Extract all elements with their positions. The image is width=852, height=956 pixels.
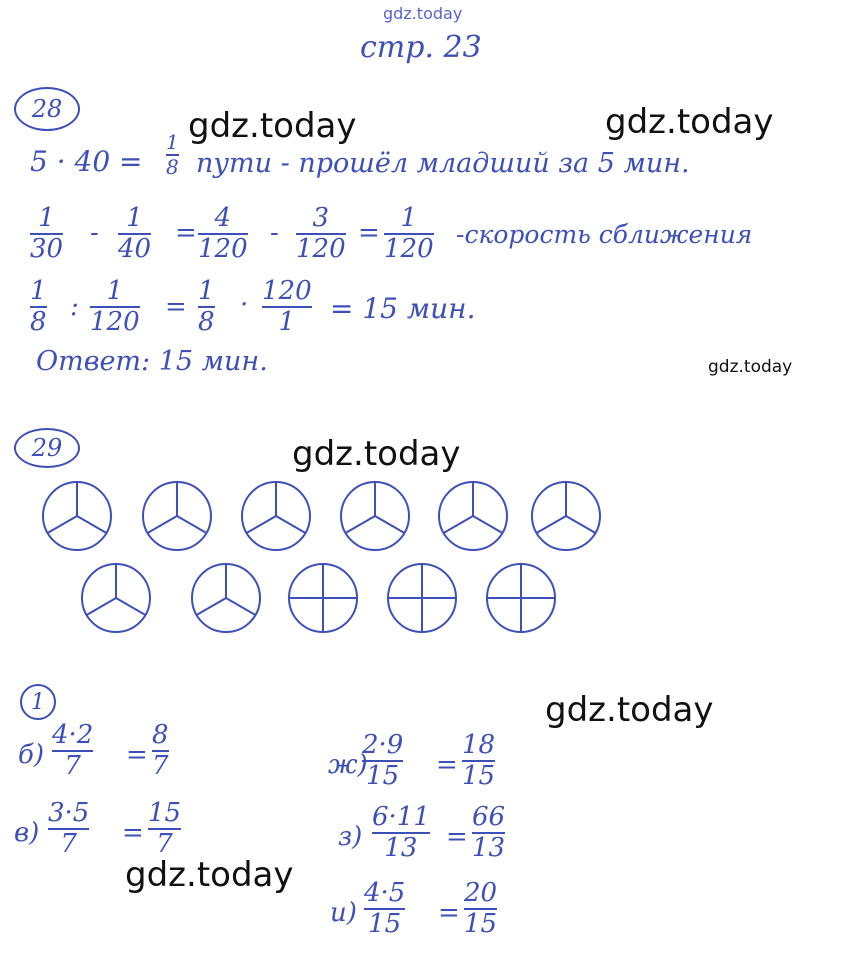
watermark-top: gdz.today: [383, 4, 463, 23]
circle-quarters: [289, 564, 357, 632]
line2-op1: -: [90, 218, 99, 248]
circle-thirds: [242, 482, 310, 550]
line1-text: пути - прошёл младший за 5 мин.: [196, 148, 690, 179]
watermark: gdz.today: [125, 855, 294, 895]
item-label: в): [14, 818, 40, 848]
line3-op3: ·: [240, 290, 249, 320]
watermark: gdz.today: [292, 434, 461, 474]
circle-thirds: [43, 482, 111, 550]
fraction: [52, 722, 93, 781]
watermark: gdz.today: [605, 102, 774, 142]
problem-number-label: 28: [31, 95, 63, 123]
fraction-den: 7: [60, 829, 77, 860]
fraction-num: 3: [312, 203, 330, 233]
fraction-den: 13: [384, 833, 418, 864]
line2-text: -скорость сближения: [456, 220, 753, 249]
fraction-den: 7: [156, 829, 173, 860]
fraction-den: 8: [166, 155, 179, 179]
equals-sign: =: [122, 818, 144, 848]
fraction-den: 40: [118, 234, 152, 265]
fraction-num: 20: [464, 878, 498, 908]
fraction-den: 8: [30, 307, 47, 338]
line2-op2: =: [175, 218, 197, 248]
line3-op2: =: [165, 292, 187, 322]
equals-sign: =: [126, 740, 148, 770]
line3-f2: [90, 278, 140, 337]
fraction-den: 1: [278, 307, 296, 338]
fraction: [464, 880, 497, 939]
fraction-num: 4·5: [364, 878, 406, 908]
fraction-num: 1: [30, 276, 47, 306]
circle-thirds: [82, 564, 150, 632]
fraction: [472, 804, 505, 863]
fraction-num: 15: [148, 798, 182, 828]
fraction-den: 15: [464, 909, 498, 940]
line3-f4: [262, 278, 312, 337]
problem-number-28: [14, 87, 80, 131]
line2-op4: =: [358, 218, 380, 248]
circle-thirds: [143, 482, 211, 550]
problem-number-label: 1: [31, 689, 45, 715]
fraction-num: 1: [126, 203, 143, 233]
answer: Ответ: 15 мин.: [36, 346, 268, 377]
fraction-num: 1: [400, 203, 418, 233]
problem-number-1: [20, 684, 56, 720]
fraction-den: 120: [198, 234, 248, 265]
fraction-circles: [0, 470, 852, 640]
equals-sign: =: [436, 750, 458, 780]
line2-f4: [296, 205, 346, 264]
watermark: gdz.today: [188, 106, 357, 146]
line2-f1: [30, 205, 63, 264]
line3-op1: :: [70, 292, 79, 322]
line2-f2: [118, 205, 151, 264]
fraction: [148, 800, 181, 859]
fraction-den: 120: [90, 307, 140, 338]
fraction: [462, 732, 495, 791]
equals-sign: =: [446, 822, 468, 852]
fraction-num: 1: [106, 276, 124, 306]
item-label: б): [18, 740, 45, 770]
fraction-num: 1: [198, 276, 215, 306]
fraction-num: 2·9: [362, 730, 404, 760]
fraction: [48, 800, 89, 859]
fraction-num: 18: [462, 730, 496, 760]
line2-f5: [384, 205, 434, 264]
item-label: з): [338, 822, 363, 852]
fraction-num: 3·5: [48, 798, 90, 828]
fraction-den: 120: [296, 234, 346, 265]
problem-number-29: [14, 428, 80, 468]
fraction: [364, 880, 405, 939]
watermark: gdz.today: [545, 690, 714, 730]
fraction: [362, 732, 403, 791]
fraction-num: 6·11: [372, 802, 430, 832]
fraction-den: 7: [152, 751, 169, 782]
fraction-den: 7: [64, 751, 81, 782]
line1-fraction: [166, 132, 179, 178]
fraction-den: 30: [30, 234, 64, 265]
item-label: ж): [328, 750, 368, 780]
page-title: стр. 23: [360, 30, 482, 65]
line1-lhs: 5 · 40 =: [30, 145, 143, 178]
line3-f1: [30, 278, 47, 337]
watermark: gdz.today: [708, 357, 793, 377]
problem-number-label: 29: [31, 434, 63, 462]
circle-quarters: [388, 564, 456, 632]
fraction-num: 1: [166, 130, 179, 154]
circle-thirds: [532, 482, 600, 550]
fraction-num: 8: [152, 720, 169, 750]
circle-thirds: [192, 564, 260, 632]
item-label: и): [330, 898, 357, 928]
line2-op3: -: [270, 218, 279, 248]
fraction-den: 120: [384, 234, 434, 265]
line3-result: = 15 мин.: [330, 292, 476, 325]
fraction-den: 8: [198, 307, 215, 338]
line3-f3: [198, 278, 215, 337]
line2-f3: [198, 205, 248, 264]
circle-quarters: [487, 564, 555, 632]
circle-thirds: [341, 482, 409, 550]
fraction: [152, 722, 169, 781]
fraction-num: 1: [38, 203, 55, 233]
fraction-num: 120: [262, 276, 312, 306]
fraction-num: 66: [472, 802, 506, 832]
fraction: [372, 804, 430, 863]
fraction-den: 15: [366, 761, 400, 792]
equals-sign: =: [438, 898, 460, 928]
fraction-num: 4·2: [52, 720, 94, 750]
fraction-den: 15: [462, 761, 496, 792]
fraction-den: 15: [368, 909, 402, 940]
circle-thirds: [439, 482, 507, 550]
fraction-num: 4: [214, 203, 232, 233]
fraction-den: 13: [472, 833, 506, 864]
